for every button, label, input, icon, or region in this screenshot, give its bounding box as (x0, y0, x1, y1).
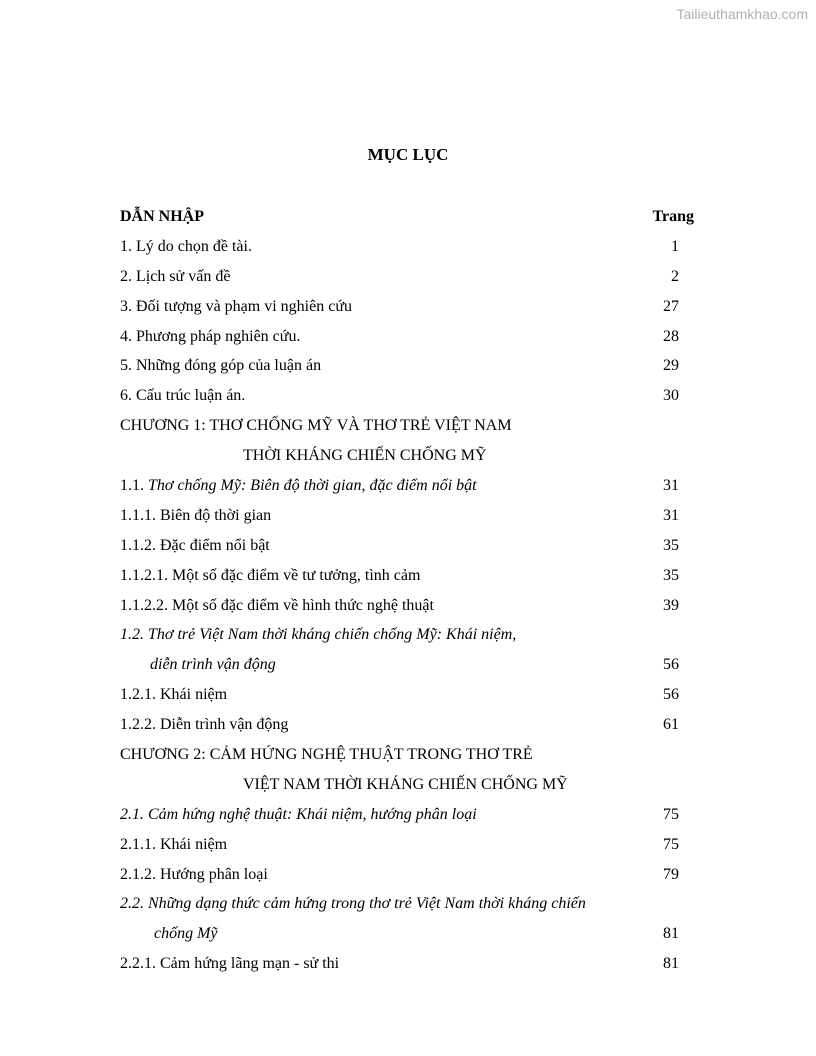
toc-entry-text: CHƯƠNG 1: THƠ CHỐNG MỸ VÀ THƠ TRẺ VIỆT NAM (120, 417, 512, 435)
toc-entry-title (120, 208, 204, 225)
toc-entry (120, 770, 694, 800)
toc-entry-text: 1.1.2.1. Một số đặc điểm về tư tưởng, tình cảm (120, 566, 421, 584)
toc-entry-page: 79 (663, 865, 679, 883)
table-of-contents (120, 202, 694, 979)
toc-entry-text: 1.2. Thơ trẻ Việt Nam thời kháng chiến chống Mỹ: Khái niệm, (120, 626, 517, 644)
toc-entry-title (120, 955, 339, 972)
toc-entry (120, 591, 694, 621)
toc-entry (120, 860, 694, 890)
toc-entry-text: 4. Phương pháp nghiên cứu. (120, 327, 301, 345)
toc-entry-title (120, 268, 230, 285)
toc-entry-title (120, 776, 568, 793)
toc-entry-title (120, 387, 245, 404)
toc-entry-title (120, 656, 276, 673)
toc-entry-title (120, 746, 533, 763)
toc-entry (120, 381, 694, 411)
toc-entry-text: 3. Đối tượng và phạm vi nghiên cứu (120, 297, 352, 315)
toc-entry-title (120, 925, 218, 942)
toc-entry-title (120, 597, 434, 614)
toc-entry-page: 1 (671, 237, 679, 255)
toc-entry-text: 1. Lý do chọn đề tài. (120, 237, 252, 255)
toc-entry (120, 710, 694, 740)
toc-entry-page: Trang (652, 208, 694, 225)
toc-entry-page: 81 (663, 955, 679, 973)
toc-entry (120, 680, 694, 710)
toc-entry-page: 28 (663, 327, 679, 345)
toc-entry (120, 740, 694, 770)
toc-entry-text: 1.1.2. Đặc điểm nổi bật (120, 536, 270, 554)
toc-entry-text: VIỆT NAM THỜI KHÁNG CHIẾN CHỐNG MỸ (243, 775, 568, 793)
toc-entry-title (120, 447, 487, 464)
toc-entry-title (120, 895, 586, 912)
toc-entry (120, 322, 694, 352)
toc-entry-title (120, 626, 516, 643)
toc-entry-text: 2.1. Cảm hứng nghệ thuật: Khái niệm, hướng phân loại (120, 805, 477, 823)
toc-entry-title (120, 686, 227, 703)
watermark: Tailieuthamkhao.com (676, 6, 808, 22)
toc-entry-page: 31 (663, 477, 679, 495)
toc-entry-text: 2.1.1. Khái niệm (120, 835, 228, 853)
toc-entry (120, 919, 694, 949)
toc-entry (120, 561, 694, 591)
toc-entry-text: 2.2. Những dạng thức cảm hứng trong thơ trẻ Việt Nam thời kháng chiến (120, 895, 586, 913)
toc-entry-page: 31 (663, 506, 679, 524)
toc-entry-title (120, 507, 271, 524)
toc-entry (120, 202, 694, 232)
toc-entry-page: 75 (663, 835, 679, 853)
toc-entry (120, 620, 694, 650)
toc-entry-title (120, 836, 227, 853)
toc-entry (120, 889, 694, 919)
toc-entry-page: 56 (663, 686, 679, 704)
toc-entry-page: 2 (671, 267, 679, 285)
toc-entry-number: 1.1. (120, 477, 148, 495)
toc-entry-text: 1.2.1. Khái niệm (120, 686, 228, 704)
toc-entry-title (120, 417, 512, 434)
toc-entry (120, 501, 694, 531)
toc-entry-title (120, 567, 420, 584)
toc-entry-text: chống Mỹ (154, 925, 218, 943)
toc-entry (120, 800, 694, 830)
toc-entry-text: THỜI KHÁNG CHIẾN CHỐNG MỸ (243, 447, 487, 465)
toc-entry (120, 830, 694, 860)
toc-entry-title (120, 716, 288, 733)
toc-entry-page: 56 (663, 656, 679, 674)
toc-entry-page: 75 (663, 805, 679, 823)
toc-entry-page: 29 (663, 357, 679, 375)
toc-entry-title (120, 806, 477, 823)
toc-entry-title (120, 537, 270, 554)
toc-entry-text: 2. Lịch sử vấn đề (120, 267, 231, 285)
toc-entry-page: 30 (663, 387, 679, 405)
toc-entry-text: 1.2.2. Diễn trình vận động (120, 716, 289, 734)
toc-entry-page: 61 (663, 716, 679, 734)
toc-entry-title (120, 477, 477, 494)
toc-entry (120, 531, 694, 561)
page-title: MỤC LỤC (367, 145, 449, 164)
toc-entry-title (120, 298, 352, 315)
toc-entry (120, 351, 694, 381)
toc-entry-title (120, 328, 300, 345)
toc-entry-text: 1.1.2.2. Một số đặc điểm về hình thức nghệ thuật (120, 596, 434, 614)
toc-entry-text: 5. Những đóng góp của luận án (120, 357, 322, 375)
toc-entry-text: diễn trình vận động (150, 656, 276, 674)
toc-entry-text: 1.1.1. Biên độ thời gian (120, 506, 272, 524)
toc-entry-text: 6. Cấu trúc luận án. (120, 387, 246, 405)
toc-entry (120, 292, 694, 322)
toc-entry-title (120, 357, 321, 374)
toc-entry-title (120, 866, 268, 883)
toc-entry-text: Thơ chống Mỹ: Biên độ thời gian, đặc điểm nổi bật (148, 477, 477, 495)
toc-entry-page: 27 (663, 297, 679, 315)
toc-entry (120, 262, 694, 292)
toc-entry (120, 650, 694, 680)
toc-entry-text: CHƯƠNG 2: CẢM HỨNG NGHỆ THUẬT TRONG THƠ TRẺ (120, 746, 533, 764)
toc-entry (120, 949, 694, 979)
toc-entry (120, 471, 694, 501)
toc-entry-title (120, 238, 252, 255)
toc-entry-page: 81 (663, 925, 679, 943)
toc-entry (120, 232, 694, 262)
toc-entry-text: 2.2.1. Cảm hứng lãng mạn - sử thi (120, 955, 340, 973)
toc-entry (120, 411, 694, 441)
toc-entry-page: 39 (663, 596, 679, 614)
toc-entry (120, 441, 694, 471)
toc-entry-text: DẪN NHẬP (120, 208, 204, 225)
toc-entry-page: 35 (663, 536, 679, 554)
toc-entry-text: 2.1.2. Hướng phân loại (120, 865, 268, 883)
toc-entry-page: 35 (663, 566, 679, 584)
